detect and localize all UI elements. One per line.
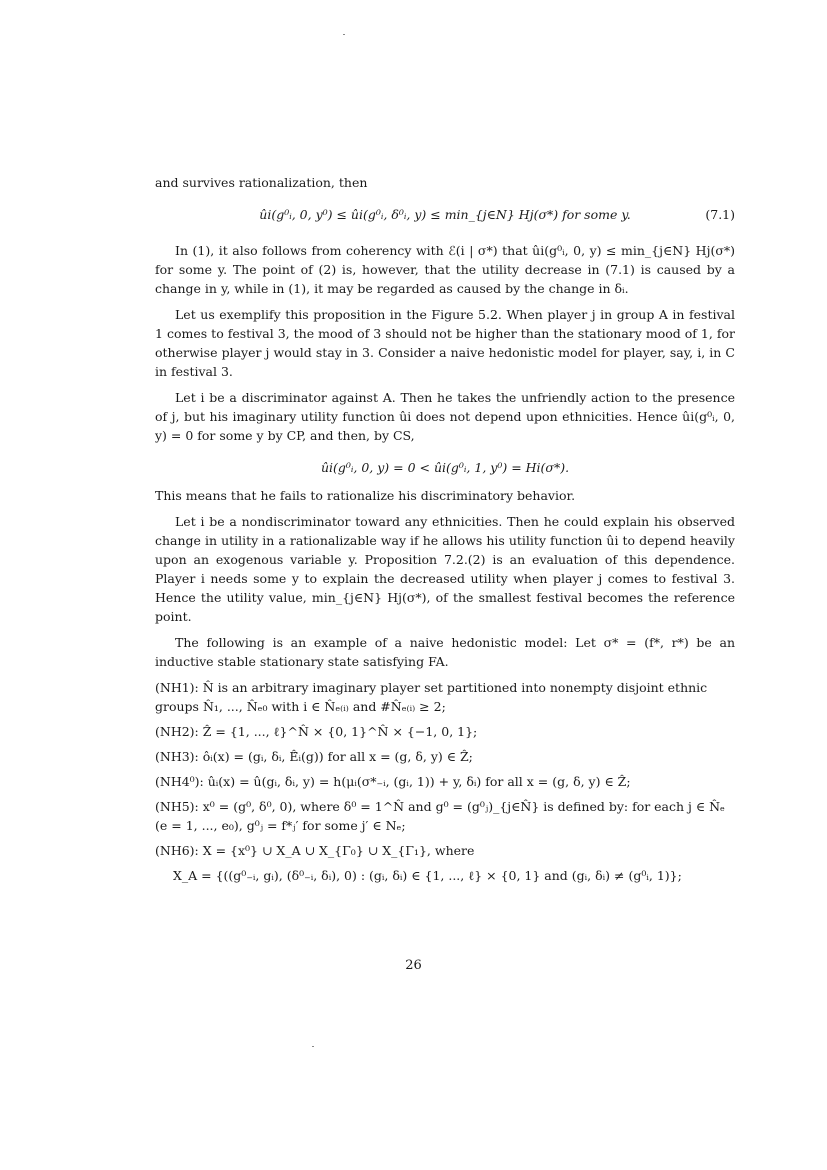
body-text <box>155 173 735 891</box>
scan-speck <box>343 34 345 35</box>
nh-condition-4: (NH4⁰): ûᵢ(x) = û(gᵢ, δᵢ, y) = h(μᵢ(σ*₋ᵢ, (gᵢ, 1)) + y, δᵢ) for all x = (g, δ, y) ∈ Ẑ; <box>155 774 631 789</box>
paragraph: Let i be a nondiscriminator toward any ethnicities. Then he could explain his observed change in utility in a rationalizable way if he allows his utility function ûi to depend heavily upon an exogenous variable y. Proposition 7.2.(2) is an evaluation of this dependence. Player i needs some y to explain the decreased utility when player j comes to festival 3. Hence the utility value, min_{j∈N} Hj(σ*), of the smallest festival becomes the reference point. <box>155 514 735 624</box>
paragraph: and survives rationalization, then <box>155 175 368 190</box>
paragraph: This means that he fails to rationalize his discriminatory behavior. <box>155 488 576 503</box>
scan-speck <box>312 1046 314 1047</box>
paragraph: In (1), it also follows from coherency with ℰ(i | σ*) that ûi(g⁰ᵢ, 0, y) ≤ min_{j∈N} Hj(σ*) for some y. The point of (2) is, however, that the utility decrease in (7.1) is caused by a change in y, while in (1), it may be regarded as caused by the change in δᵢ. <box>155 243 735 296</box>
equation-body: ûi(g⁰ᵢ, 0, y) = 0 < ûi(g⁰ᵢ, 1, y⁰) = Hi(σ*). <box>320 460 570 475</box>
nh-condition-6: (NH6): X = {x⁰} ∪ X_A ∪ X_{Γ₀} ∪ X_{Γ₁}, where <box>155 843 475 858</box>
equation-number: (7.1) <box>705 207 735 222</box>
equation-7-1 <box>155 199 735 233</box>
nh-condition-1: (NH1): N̂ is an arbitrary imaginary player set partitioned into nonempty disjoint ethnic groups N̂₁, ..., N̂ₑ₀ with i ∈ N̂ₑ₍ᵢ₎ and #N̂ₑ₍ᵢ₎ ≥ 2; <box>155 680 708 714</box>
equation-body: ûi(g⁰ᵢ, 0, y⁰) ≤ ûi(g⁰ᵢ, δ⁰ᵢ, y) ≤ min_{j∈N} Hj(σ*) for some y. <box>259 207 631 222</box>
nh-condition-6-xa: X_A = {((g⁰₋ᵢ, gᵢ), (δ⁰₋ᵢ, δᵢ), 0) : (gᵢ, δᵢ) ∈ {1, ..., ℓ} × {0, 1} and (gᵢ, δᵢ) ≠ (g⁰ᵢ, 1)}; <box>173 868 682 883</box>
paragraph: Let us exemplify this proposition in the Figure 5.2. When player j in group A in festival 1 comes to festival 3, the mood of 3 should not be higher than the stationary mood of 1, for otherwise player j would stay in 3. Consider a naive hedonistic model for player, say, i, in C in festival 3. <box>155 307 735 379</box>
paragraph: Let i be a discriminator against A. Then he takes the unfriendly action to the presence of j, but his imaginary utility function ûi does not depend upon ethnicities. Hence ûi(g⁰ᵢ, 0, y) = 0 for some y by CP, and then, by CS, <box>155 390 735 443</box>
nh-condition-2: (NH2): Ẑ = {1, ..., ℓ}^N̂ × {0, 1}^N̂ × {−1, 0, 1}; <box>155 724 478 739</box>
page-number: 26 <box>405 958 422 973</box>
paragraph: The following is an example of a naive hedonistic model: Let σ* = (f*, r*) be an inductive stable stationary state satisfying FA. <box>155 635 735 669</box>
nh-condition-5: (NH5): x⁰ = (g⁰, δ⁰, 0), where δ⁰ = 1^N̂ and g⁰ = (g⁰ⱼ)_{j∈N̂} is defined by: for each j ∈ N̂ₑ (e = 1, ..., e₀), g⁰ⱼ = f*ⱼ′ for some j′ ∈ Nₑ; <box>155 799 725 833</box>
equation-cs <box>155 452 735 478</box>
nh-condition-3: (NH3): ôᵢ(x) = (gᵢ, δᵢ, Ê̂ᵢ(g)) for all x = (g, δ, y) ∈ Ẑ; <box>155 749 473 764</box>
